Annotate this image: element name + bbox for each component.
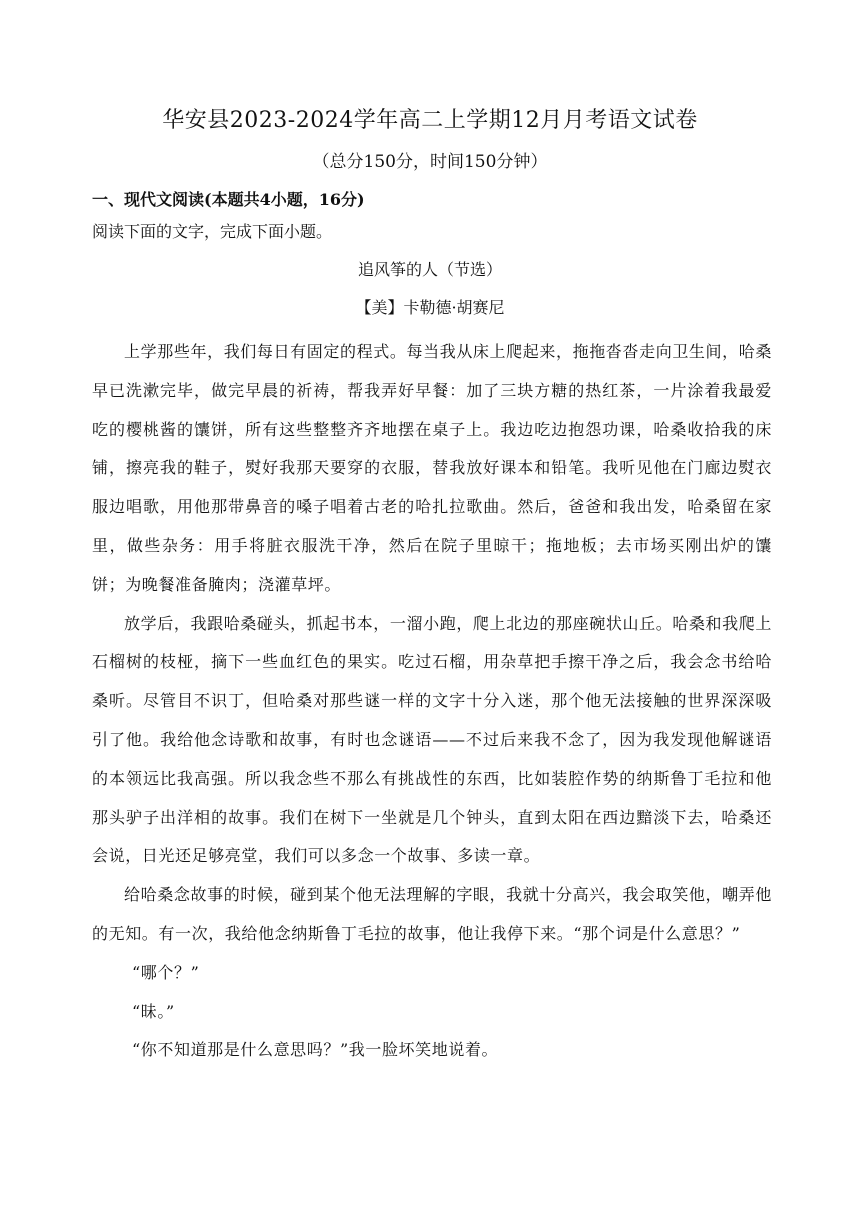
- article-paragraph: 放学后，我跟哈桑碰头，抓起书本，一溜小跑，爬上北边的那座碗状山丘。哈桑和我爬上石榴树的枝桠，摘下一些血红色的果实。吃过石榴，用杂草把手擦干净之后，我会念书给哈桑听。尽管目不识丁，但哈桑对那些谜一样的文字十分入迷，那个他无法接触的世界深深吸引了他。我给他念诗歌和故事，有时也念谜语——不过后来我不念了，因为我发现他解谜语的本领远比我高强。所以我念些不那么有挑战性的东西，比如装腔作势的纳斯鲁丁毛拉和他那头驴子出洋相的故事。我们在树下一坐就是几个钟头，直到太阳在西边黯淡下去，哈桑还会说，日光还足够亮堂，我们可以多念一个故事、多读一章。: [92, 613, 772, 866]
- article-paragraph: 给哈桑念故事的时候，碰到某个他无法理解的字眼，我就十分高兴，我会取笑他，嘲弄他的无知。有一次，我给他念纳斯鲁丁毛拉的故事，他让我停下来。“那个词是什么意思？”: [92, 885, 772, 943]
- dialogue-line: “你不知道那是什么意思吗？”我一脸坏笑地说着。: [132, 1040, 499, 1060]
- exam-subtitle: （总分150分，时间150分钟）: [312, 152, 548, 172]
- article-author: 【美】卡勒德·胡赛尼: [355, 298, 505, 317]
- dialogue-line: “哪个？”: [132, 962, 200, 982]
- article-paragraph: 上学那些年，我们每日有固定的程式。每当我从床上爬起来，拖拖沓沓走向卫生间，哈桑早已洗漱完毕，做完早晨的祈祷，帮我弄好早餐：加了三块方糖的热红茶，一片涂着我最爱吃的樱桃酱的馕饼，所有这些整整齐齐地摆在桌子上。我边吃边抱怨功课，哈桑收拾我的床铺，擦亮我的鞋子，熨好我那天要穿的衣服，替我放好课本和铅笔。我听见他在门廊边熨衣服边唱歌，用他那带鼻音的嗓子唱着古老的哈扎拉歌曲。然后，爸爸和我出发，哈桑留在家里，做些杂务：用手将脏衣服洗干净，然后在院子里晾干；拖地板；去市场买刚出炉的馕饼；为晚餐准备腌肉；浇灌草坪。: [92, 342, 772, 594]
- reading-instruction: 阅读下面的文字，完成下面小题。: [92, 222, 333, 241]
- dialogue-line: “昧。”: [132, 1001, 175, 1021]
- article-title: 追风筝的人（节选）: [357, 260, 502, 279]
- section-heading: 一、现代文阅读(本题共4小题，16分): [92, 190, 365, 209]
- exam-title: 华安县2023-2024学年高二上学期12月月考语文试卷: [162, 108, 698, 133]
- article-body: [92, 333, 772, 1070]
